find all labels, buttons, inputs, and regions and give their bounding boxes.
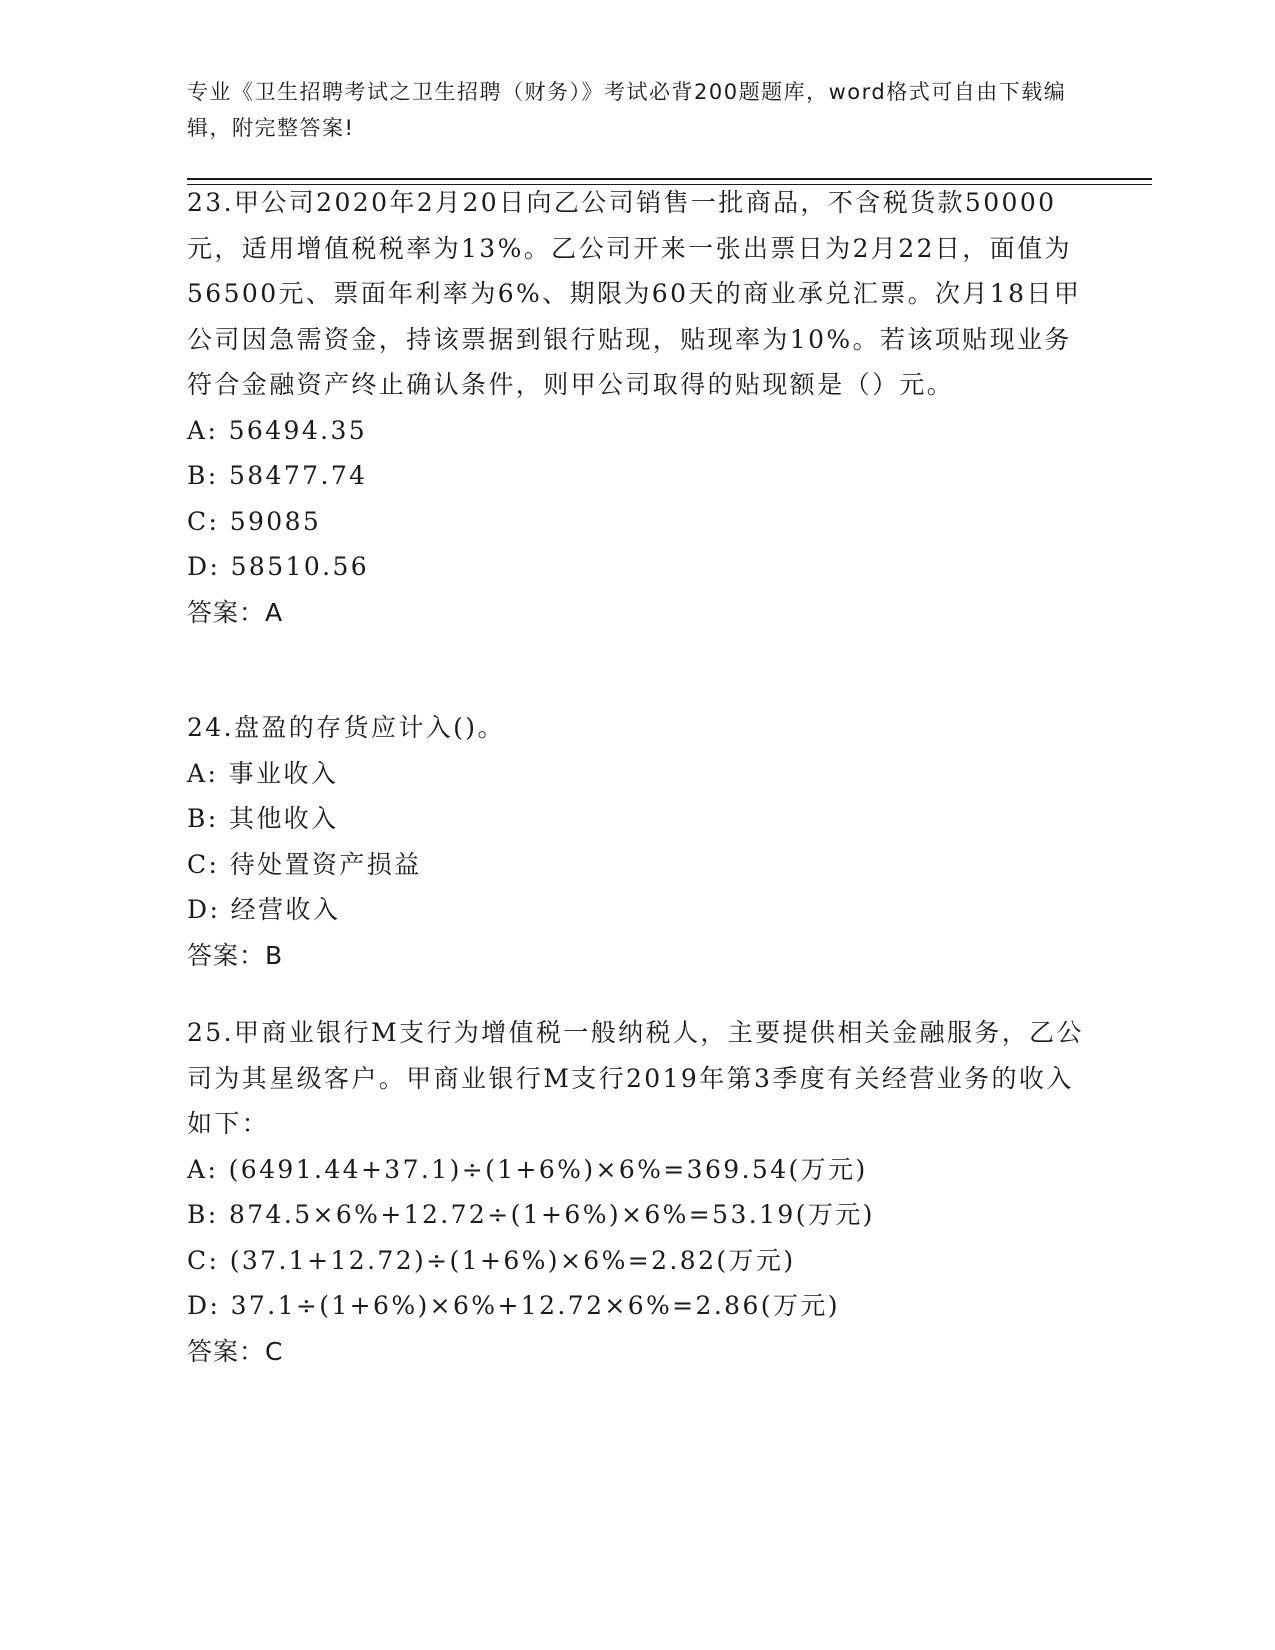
question-25 [187,1010,1087,1374]
question-stem: 23.甲公司2020年2月20日向乙公司销售一批商品，不含税货款50000元，适用增值税税率为13%。乙公司开来一张出票日为2月22日，面值为56500元、票面年利率为6%、期限为60天的商业承兑汇票。次月18日甲公司因急需资金，持该票据到银行贴现，贴现率为10%。若该项贴现业务符合金融资产终止确认条件，则甲公司取得的贴现额是（）元。 [187,188,1082,399]
question-stem: 25.甲商业银行M支行为增值税一般纳税人，主要提供相关金融服务，乙公司为其星级客户。甲商业银行M支行2019年第3季度有关经营业务的收入如下： [187,1018,1084,1138]
answer: 答案：B [187,940,284,970]
answer: 答案：C [187,1336,284,1366]
option-c: C: 59085 [187,506,322,536]
question-23 [187,180,1087,635]
option-b: B: 其他收入 [187,804,339,833]
option-a: A: 事业收入 [187,758,339,788]
option-a: A: (6491.44+37.1)÷(1+6%)×6%=369.54(万元) [187,1154,868,1184]
answer: 答案：A [187,597,284,627]
option-b: B: 874.5×6%+12.72÷(1+6%)×6%=53.19(万元) [187,1200,875,1229]
option-c: C: 待处置资产损益 [187,849,422,879]
question-stem: 24.盘盈的存货应计入()。 [187,713,505,742]
option-d: D: 58510.56 [187,552,370,581]
option-c: C: (37.1+12.72)÷(1+6%)×6%=2.82(万元) [187,1245,796,1275]
document-header: 专业《卫生招聘考试之卫生招聘（财务）》考试必背200题题库，word格式可自由下载编辑，附完整答案! [187,80,1067,140]
question-24 [187,705,1087,978]
option-d: D: 37.1÷(1+6%)×6%+12.72×6%=2.86(万元) [187,1291,840,1320]
option-b: B: 58477.74 [187,461,368,490]
option-a: A: 56494.35 [187,415,368,445]
option-d: D: 经营收入 [187,895,341,924]
